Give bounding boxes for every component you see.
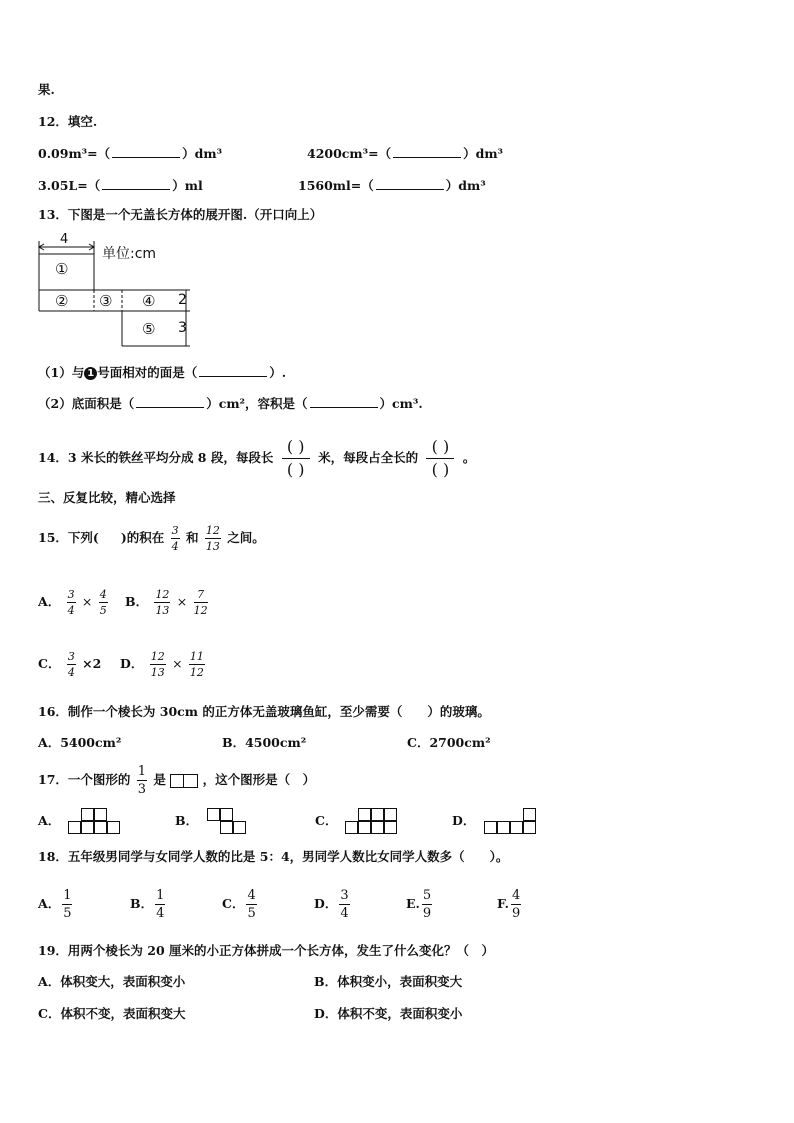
fraction-bar [154, 602, 170, 603]
fraction [155, 888, 165, 921]
q17-option-d-figure[interactable] [484, 808, 540, 836]
q13-sub2-text: （2）底面积是（ [38, 396, 135, 411]
operator: × [176, 594, 188, 609]
answer-blank[interactable] [310, 395, 378, 408]
q13-title: 13．下图是一个无盖长方体的展开图.（开口向上） [38, 207, 323, 222]
fraction-bar [67, 664, 76, 665]
net-dim-top: 4 [60, 232, 69, 247]
option-label: C． [38, 656, 61, 671]
grid-square [484, 821, 497, 834]
fraction-denominator: 3 [137, 782, 147, 797]
grid-square [510, 821, 523, 834]
q12-title: 12．填空. [38, 114, 98, 129]
fraction-numerator: 12 [205, 524, 220, 537]
q17-text-a: 17．一个图形的 [38, 772, 131, 787]
fraction [511, 888, 521, 921]
fraction [154, 588, 170, 617]
q15-line [38, 520, 265, 556]
q12-row1-right [307, 145, 503, 162]
grid-square [220, 821, 233, 834]
q15-text-b: )的积在 [120, 530, 165, 545]
fraction [67, 588, 76, 617]
square-divider [183, 775, 184, 787]
q13-sub1-end: ）. [269, 365, 287, 380]
previous-question-tail: 果. [38, 82, 55, 97]
grid-square [371, 821, 384, 834]
q18-option-e[interactable] [406, 884, 434, 924]
q13-sub1 [38, 364, 286, 381]
fraction-denominator: 4 [67, 666, 75, 679]
section-3-heading: 三、反复比较，精心选择 [38, 490, 176, 505]
q16-option-a[interactable]: A．5400cm² [38, 735, 122, 750]
q17-text-b: 是 [153, 772, 166, 787]
q14-line [38, 434, 475, 482]
q14-fraction-blank-1[interactable] [282, 438, 310, 479]
q17-option-a-label[interactable]: A． [38, 813, 61, 828]
grid-square [68, 821, 81, 834]
fraction [150, 650, 166, 679]
fraction-numerator: 3 [171, 524, 179, 537]
fraction-numerator: 12 [150, 650, 165, 663]
fraction-bar [150, 664, 166, 665]
fraction-numerator: ( ) [431, 437, 450, 456]
q19-option-c[interactable]: C．体积不变，表面积变大 [38, 1006, 186, 1021]
option-label: E. [406, 896, 420, 911]
fraction-bar [246, 904, 256, 905]
fraction-numerator: 11 [189, 650, 204, 663]
q12-r1b-unit: ）dm³ [463, 146, 504, 161]
fraction [189, 650, 205, 679]
q17-line [38, 762, 315, 798]
grid-square [384, 821, 397, 834]
grid-square [233, 821, 246, 834]
net-dim-right-top: 2 [178, 292, 187, 308]
fraction-denominator: 4 [340, 906, 349, 921]
q12-r2b-unit: ）dm³ [445, 178, 486, 193]
net-face-1: ① [55, 260, 69, 278]
fraction-numerator: 1 [137, 764, 147, 779]
q15-option-b[interactable] [125, 584, 210, 620]
fraction-denominator: 4 [156, 906, 165, 921]
answer-blank[interactable] [376, 177, 444, 190]
grid-square [220, 808, 233, 821]
grid-square [523, 808, 536, 821]
fraction-bar [205, 538, 221, 539]
q16-title: 16．制作一个棱长为 30cm 的正方体无盖玻璃鱼缸，至少需要（ ）的玻璃。 [38, 704, 490, 719]
q17-option-c-label[interactable]: C． [315, 813, 338, 828]
q13-sub2-mid: ）cm²，容积是（ [206, 396, 308, 411]
grid-square [94, 821, 107, 834]
q13-sub1-text: （1）与 [38, 365, 85, 380]
fraction-numerator: 12 [155, 588, 170, 601]
option-label: B． [125, 594, 149, 609]
grid-square [371, 808, 384, 821]
grid-square [358, 808, 371, 821]
fraction-bar [137, 780, 147, 781]
answer-blank[interactable] [393, 145, 461, 158]
fraction-bar [339, 904, 349, 905]
q17-option-b-label[interactable]: B． [175, 813, 199, 828]
answer-blank[interactable] [112, 145, 180, 158]
fraction-bar [62, 904, 72, 905]
fraction-bar [422, 904, 432, 905]
q15-text-d: 之间。 [227, 530, 265, 545]
q15-text-a: 15．下列( [38, 530, 99, 545]
q19-title: 19．用两个棱长为 20 厘米的小正方体拼成一个长方体，发生了什么变化？（ ） [38, 943, 494, 958]
q14-text-b: 米，每段占全长的 [318, 450, 419, 465]
grid-square [81, 821, 94, 834]
grid-square [94, 808, 107, 821]
operator: × [81, 594, 93, 609]
q18-option-c[interactable] [222, 884, 259, 924]
q17-option-c-figure[interactable] [345, 808, 401, 836]
q17-fraction [137, 764, 147, 797]
q18-option-f[interactable] [497, 884, 523, 924]
q14-fraction-blank-2[interactable] [426, 438, 454, 479]
q18-option-d[interactable] [314, 884, 352, 924]
fraction-denominator: 4 [171, 540, 179, 553]
q15-option-c[interactable] [38, 646, 101, 682]
q15-fraction-1 [171, 524, 180, 553]
answer-blank[interactable] [102, 177, 170, 190]
fraction-numerator: 7 [197, 588, 205, 601]
fraction-denominator: 5 [63, 906, 72, 921]
q12-r2a-text: 3.05L=（ [38, 178, 101, 193]
net-face-3: ③ [99, 292, 113, 310]
q14-text-c: 。 [462, 450, 476, 465]
q17-text-c: ，这个图形是（ ） [202, 772, 316, 787]
fraction-bar [99, 602, 108, 603]
fraction-numerator: 4 [511, 888, 521, 903]
q13-sub2-end: ）cm³. [379, 396, 423, 411]
fraction-numerator: 3 [67, 588, 75, 601]
option-label: A． [38, 594, 61, 609]
q17-two-squares-figure [170, 774, 198, 788]
q13-sub1-text2: 号面相对的面是（ [97, 365, 198, 380]
q18-option-b[interactable] [130, 884, 167, 924]
fraction-denominator: 13 [150, 666, 165, 679]
fraction-denominator: 9 [422, 906, 432, 921]
q12-r1a-unit: ）dm³ [182, 146, 223, 161]
fraction-bar [189, 664, 205, 665]
q19-option-a[interactable]: A．体积变大，表面积变小 [38, 974, 186, 989]
q15-fraction-2 [205, 524, 221, 553]
fraction-denominator: ( ) [431, 460, 450, 479]
operator: × [172, 656, 183, 671]
fraction-numerator: 1 [156, 888, 165, 903]
fraction-bar [155, 904, 165, 905]
fraction-denominator: 12 [189, 666, 204, 679]
fraction-numerator: 5 [422, 888, 432, 903]
fraction-bar [511, 904, 521, 905]
fraction [339, 888, 349, 921]
grid-square [107, 821, 120, 834]
fraction-numerator: 4 [99, 588, 107, 601]
operator: ×2 [82, 656, 102, 671]
fraction [62, 888, 72, 921]
fraction-bar [282, 458, 310, 459]
option-label: A． [38, 896, 61, 911]
fraction-numerator: 3 [67, 650, 75, 663]
fraction [194, 588, 208, 617]
fraction [246, 888, 256, 921]
option-label: D． [120, 656, 144, 671]
grid-square [345, 821, 358, 834]
q12-r1b-text: 4200cm³=（ [307, 146, 392, 161]
option-label: F. [497, 896, 509, 911]
answer-blank[interactable] [136, 395, 204, 408]
q15-option-a[interactable] [38, 584, 110, 620]
fraction [67, 650, 76, 679]
fraction-denominator: 13 [205, 540, 220, 553]
net-dim-right-bottom: 3 [178, 320, 187, 336]
fraction-denominator: 4 [67, 604, 75, 617]
q12-r2a-unit: ）ml [172, 178, 203, 193]
q12-r2b-text: 1560ml=（ [298, 178, 374, 193]
grid-square [384, 808, 397, 821]
q12-row1-left [38, 145, 222, 162]
fraction-bar [67, 602, 76, 603]
answer-blank[interactable] [199, 364, 267, 377]
net-unit-label: 单位:cm [102, 246, 157, 262]
fraction-denominator: ( ) [286, 460, 305, 479]
fraction [99, 588, 108, 617]
fraction-bar [194, 602, 208, 603]
q17-option-a-figure[interactable] [68, 808, 124, 836]
net-face-2: ② [55, 292, 69, 310]
fraction-bar [171, 538, 180, 539]
fraction-numerator: 1 [63, 888, 72, 903]
option-label: C． [222, 896, 245, 911]
q17-option-d-label[interactable]: D． [452, 813, 476, 828]
fraction-denominator: 5 [99, 604, 107, 617]
fraction-numerator: 3 [340, 888, 349, 903]
fraction-numerator: ( ) [286, 437, 305, 456]
grid-square [523, 821, 536, 834]
net-face-4: ④ [142, 292, 156, 310]
grid-square [358, 821, 371, 834]
fraction-bar [426, 458, 454, 459]
grid-square [81, 808, 94, 821]
q19-option-d[interactable]: D．体积不变，表面积变小 [314, 1006, 463, 1021]
q18-title: 18．五年级男同学与女同学人数的比是 5：4，男同学人数比女同学人数多（ ）。 [38, 849, 509, 864]
q15-option-d[interactable] [120, 646, 207, 682]
q12-r1a-text: 0.09m³=（ [38, 146, 111, 161]
fraction-denominator: 12 [193, 604, 208, 617]
q17-option-b-figure[interactable] [207, 808, 249, 836]
fraction-denominator: 9 [511, 906, 521, 921]
option-label: D． [314, 896, 338, 911]
q12-row2-right [298, 177, 486, 194]
grid-square [207, 808, 220, 821]
net-face-5: ⑤ [142, 320, 156, 338]
q16-option-c[interactable]: C．2700cm² [407, 735, 491, 750]
fraction [422, 888, 432, 921]
option-label: B． [130, 896, 154, 911]
q15-text-c: 和 [185, 530, 199, 545]
fraction-denominator: 5 [247, 906, 256, 921]
q16-option-b[interactable]: B．4500cm² [222, 735, 307, 750]
q12-row2-left [38, 177, 203, 194]
q18-option-a[interactable] [38, 884, 74, 924]
circled-number: 1 [84, 367, 97, 380]
fraction-numerator: 4 [247, 888, 256, 903]
q13-sub2 [38, 395, 423, 412]
grid-square [497, 821, 510, 834]
q14-text-a: 14．3 米长的铁丝平均分成 8 段，每段长 [38, 450, 274, 465]
q19-option-b[interactable]: B．体积变小，表面积变大 [314, 974, 463, 989]
fraction-denominator: 13 [155, 604, 170, 617]
